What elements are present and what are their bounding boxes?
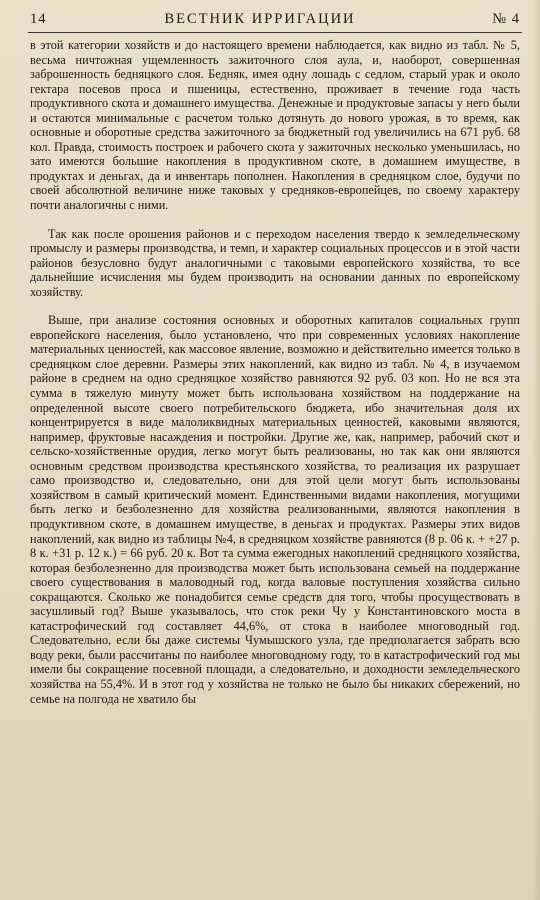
journal-title: ВЕСТНИК ИРРИГАЦИИ — [164, 10, 356, 27]
paragraph-2: Так как после орошения районов и с переходом населения твердо к земледельческому промыслу и размеры производства, и темп, и характер социальных процессов и в этой части районов безусловно будут аналогичными с таковыми европейского хозяйства, то все дальнейшие исчисления мы будем производить на основании данных по европейскому хозяйству. — [30, 226, 520, 299]
article-body — [30, 38, 520, 706]
header-rule — [28, 32, 522, 33]
page-edge-shadow — [532, 0, 540, 900]
issue-number: № 4 — [492, 10, 520, 27]
page-number: 14 — [30, 10, 47, 27]
page-header — [30, 8, 520, 30]
paragraph-3: Выше, при анализе состояния основных и оборотных капиталов социальных групп европейского населения, было установлено, что при современных условиях накопление материальных ценностей, как массовое явление, возможно и действительно имеется только в средняцком слое деревни. Размеры этих накоплений, как видно из табл. № 4, в изучаемом районе в среднем на одно средняцкое хозяйство равняются 92 руб. 03 коп. Но не вся эта сумма в тяжелую минуту может быть использована хозяйством на поддержание на определенной высоте своего потребительского бюджета, ибо значительная доля их концентрируется в виде малоликвидных материальных ценностей, каковыми являются, например, фруктовые насаждения и постройки. Другие же, как, например, рабочий скот и сельско-хозяйственные орудия, легко могут быть реализованы, но так как они являются основным средством производства крестьянского хозяйства, то реализация их разрушает само производство и, следовательно, они для этой цели могут быть использованы хозяйством в самый критический момент. Единственными видами накопления, могущими быть легко и безболезненно для хозяйства реализованными, являются накопления в продуктивном скоте, в домашнем имуществе, в деньгах и продуктах. Размеры этих видов накоплений, как видно из таблицы №4, в средняцком хозяйстве равняются (8 р. 06 к. + +27 р. 8 к. +31 р. 12 к.) = 66 руб. 20 к. Вот та сумма ежегодных накоплений средняцкого хозяйства, которая безболезненно для производства может быть использована семьей на поддержание своего существования в маловодный год, когда валовые поступления хозяйства сильно сокращаются. Сколько же понадобится семье средств для того, чтобы просуществовать в засушливый год? Выше указывалось, что сток реки Чу у Константиновского моста в катастрофический год составляет 44,6%, от стока в наиболее многоводный год. Следовательно, если бы даже системы Чумышского узла, где предполагается забрать всю воду реки, были рассчитаны по наиболее многоводному году, то в катастрофический год мы имели бы сокращение посевной площади, а следовательно, и доходности земледельческого хозяйства на 55,4%. И в этот год у хозяйства не только не было бы никаких сбережений, но семье на полгода не хватило бы — [30, 313, 520, 706]
paragraph-1: в этой категории хозяйств и до настоящего времени наблюдается, как видно из табл. № 5, весьма ничтожная ущемленность зажиточного слоя аула, и, наоборот, совершенная заброшенность бедняцкого слоя. Бедняк, имея одну лошадь с седлом, старый урак и около гектара посевов проса и пшеницы, естественно, проживает в течение года часть продуктивного скота и домашнего имущества. Денежные и продуктовые запасы у него были и остаются минимальные с расчетом только дотянуть до нового урожая, в то время, как основные и оборотные средства зажиточного за бюджетный год увеличились на 671 руб. 68 кол. Правда, стоимость построек и рабочего скота у зажиточных несколько уменьшилась, но зато имеются большие накопления в продуктивном скоте, в домашнем имуществе, в продуктах и деньгах, да и инвентарь пополнен. Накопления в средняцком слое, будучи по своей абсолютной величине ниже таковых у средняков-европейцев, по своему характеру почти аналогичны с ними. — [30, 38, 520, 213]
